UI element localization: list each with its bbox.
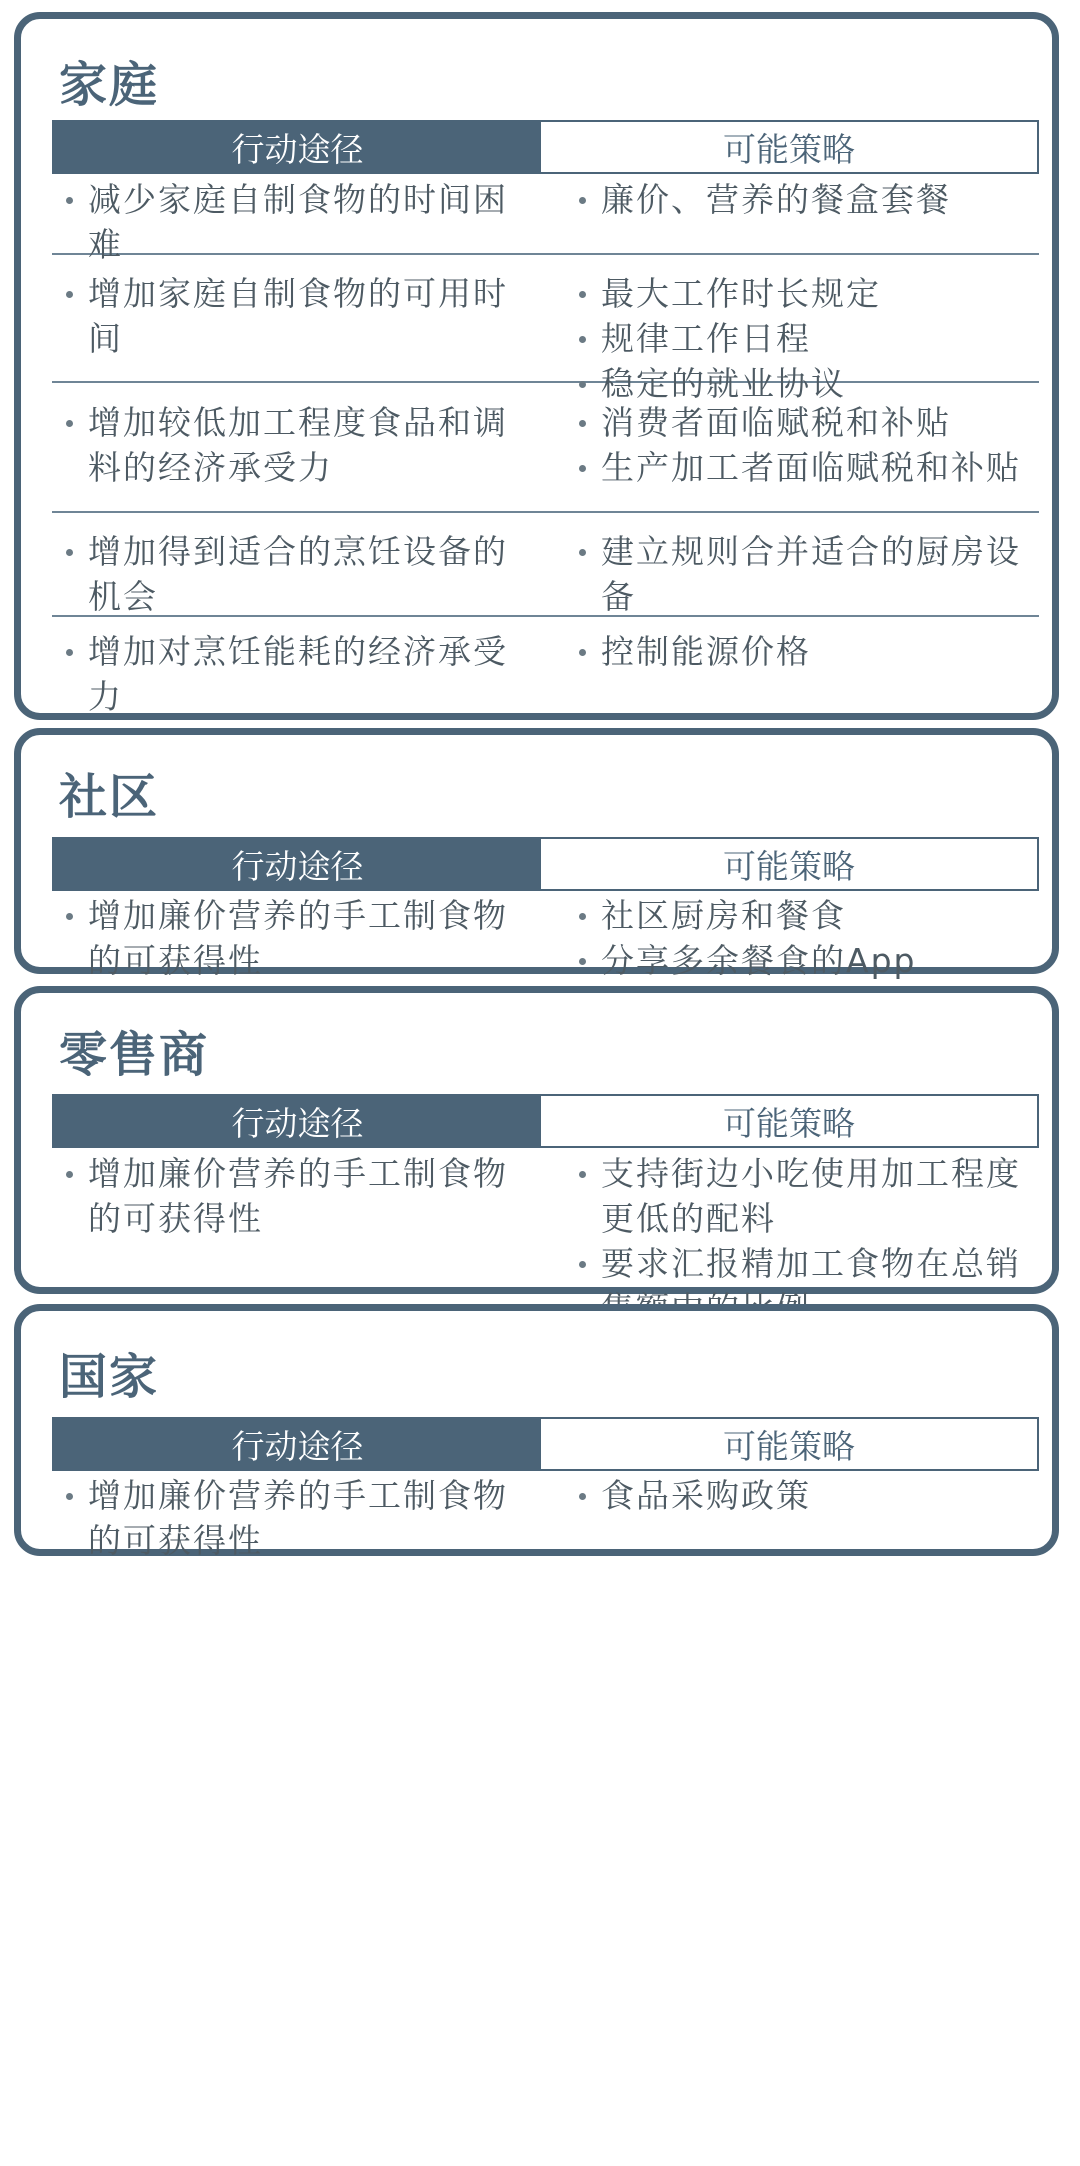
header-possible-strategy: 可能策略: [541, 1096, 1037, 1146]
strategy-item: 消费者面临赋税和补贴: [579, 400, 1029, 445]
strategy-item: 控制能源价格: [579, 629, 1029, 674]
header-possible-strategy: 可能策略: [541, 1419, 1037, 1469]
table-row: [52, 175, 1039, 264]
section-title: 零售商: [59, 1027, 210, 1083]
strategy-item: 最大工作时长规定: [579, 271, 1029, 316]
section-card-household: [14, 12, 1059, 720]
table-row: [52, 617, 1039, 716]
header-action-path: 行动途径: [54, 1096, 541, 1146]
table-row: [52, 893, 1039, 980]
table-row: [52, 255, 1039, 403]
strategy-item: 社区厨房和餐食: [579, 893, 1029, 938]
table-header: [52, 1094, 1039, 1148]
table-row: [52, 1151, 1039, 1291]
header-possible-strategy: 可能策略: [541, 839, 1037, 889]
action-item: 增加家庭自制食物的可用时间: [66, 271, 536, 361]
action-item: 增加廉价营养的手工制食物的可获得性: [66, 1151, 536, 1241]
table-header: [52, 120, 1039, 174]
action-item: 减少家庭自制食物的时间困难: [66, 177, 536, 267]
table-row: [52, 383, 1039, 513]
table-row: [52, 513, 1039, 617]
action-item: 增加廉价营养的手工制食物的可获得性: [66, 893, 536, 983]
header-action-path: 行动途径: [54, 1419, 541, 1469]
header-action-path: 行动途径: [54, 122, 541, 172]
strategy-item: 分享多余餐食的App: [579, 938, 1029, 983]
section-card-country: [14, 1304, 1059, 1560]
section-card-community: [14, 728, 1059, 980]
action-item: 增加较低加工程度食品和调料的经济承受力: [66, 400, 536, 490]
strategy-item: 廉价、营养的餐盒套餐: [579, 177, 1029, 222]
section-card-retailer: [14, 986, 1059, 1294]
strategy-item: 建立规则合并适合的厨房设备: [579, 529, 1029, 619]
table-header: [52, 1417, 1039, 1471]
action-item: 增加得到适合的烹饪设备的机会: [66, 529, 536, 619]
action-item: 增加对烹饪能耗的经济承受力: [66, 629, 536, 719]
table-header: [52, 837, 1039, 891]
table-row: [52, 1473, 1039, 1560]
strategy-item: 支持街边小吃使用加工程度更低的配料: [579, 1151, 1029, 1241]
section-title: 社区: [59, 769, 160, 825]
strategy-item: 生产加工者面临赋税和补贴: [579, 445, 1029, 490]
section-title: 国家: [59, 1349, 160, 1405]
strategy-item: 食品采购政策: [579, 1473, 1029, 1518]
section-title: 家庭: [59, 57, 160, 113]
header-possible-strategy: 可能策略: [541, 122, 1037, 172]
action-item: 增加廉价营养的手工制食物的可获得性: [66, 1473, 536, 1563]
strategy-item: 稳定的就业协议: [579, 361, 1029, 406]
strategy-item: 要求汇报精加工食物在总销: [579, 1241, 1029, 1331]
header-action-path: 行动途径: [54, 839, 541, 889]
strategy-item: 规律工作日程: [579, 316, 1029, 361]
